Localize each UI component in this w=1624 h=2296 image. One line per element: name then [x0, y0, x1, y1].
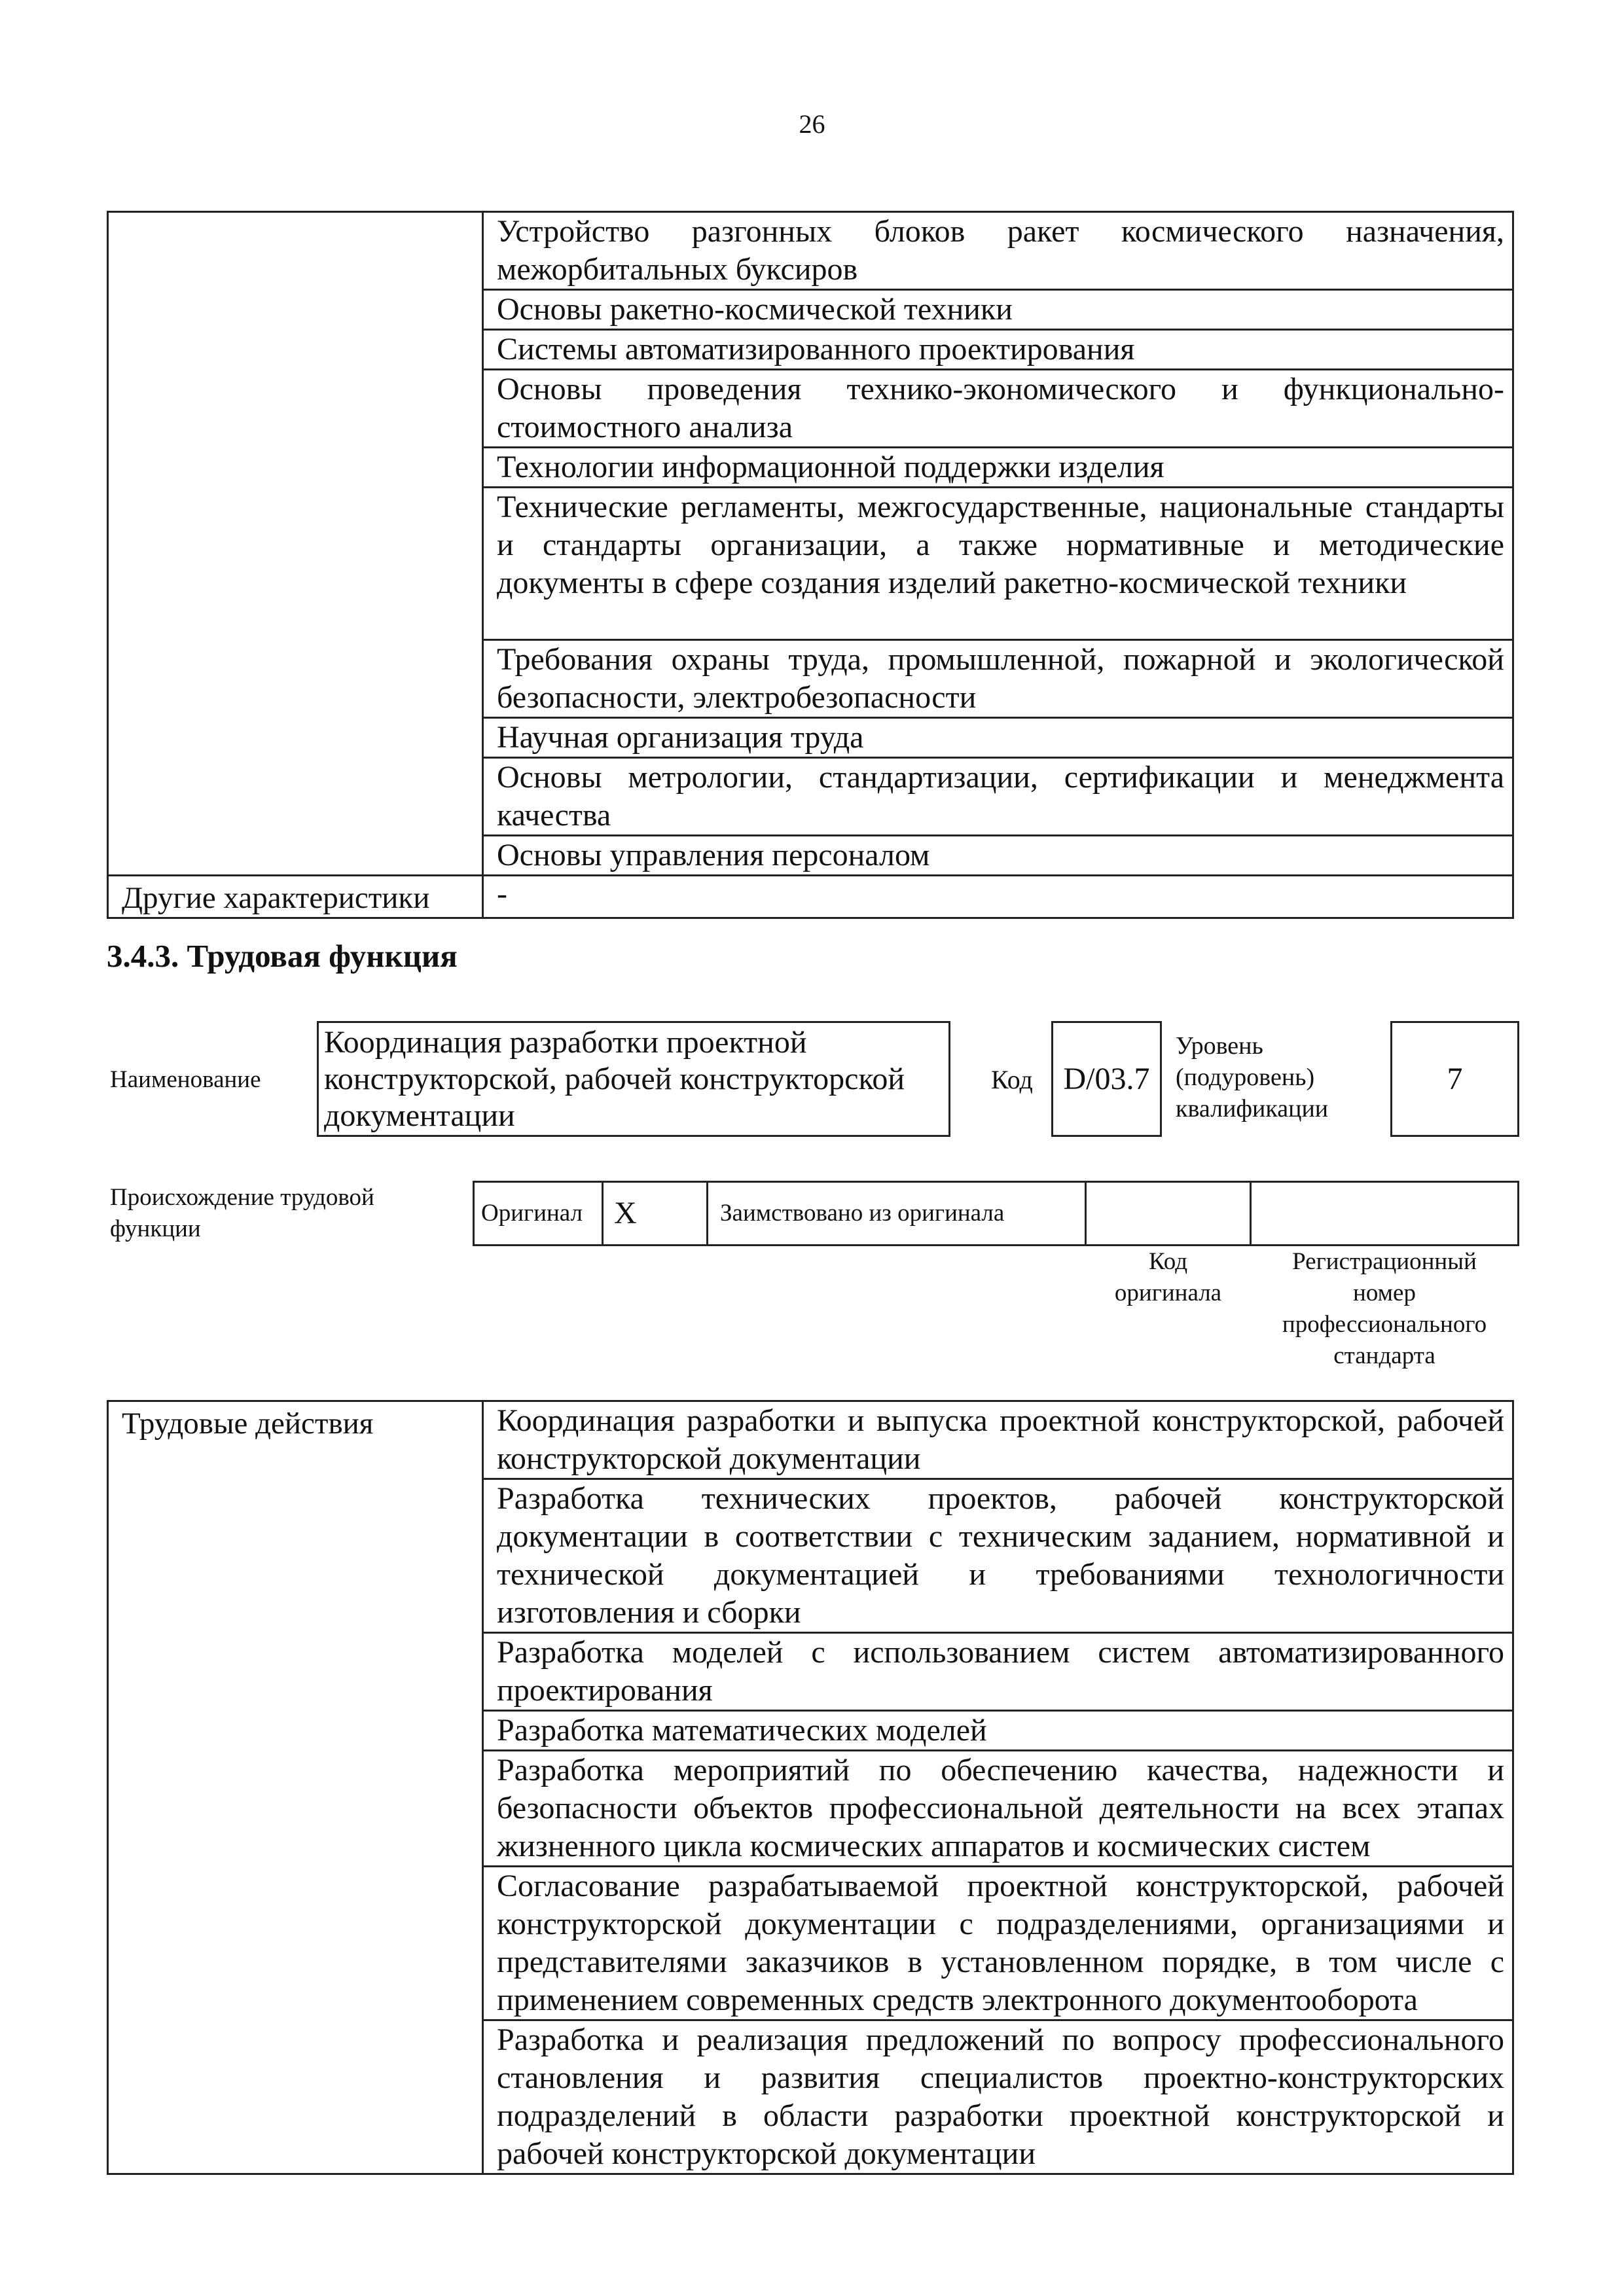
original-mark-cell: X — [602, 1181, 708, 1246]
knowledge-item: Научная организация труда — [483, 718, 1513, 758]
labor-action-item: Разработка технических проектов, рабочей конструкторской документации в соответствии с техническим заданием, нормативной и технической документацией и требованиями технологичности изготовления и сборки — [483, 1479, 1513, 1633]
labor-actions-table — [107, 1400, 1514, 2175]
qualification-level-box: 7 — [1390, 1021, 1519, 1137]
code-original-caption-line1: Код — [1148, 1248, 1188, 1275]
function-name-box: Координация разработки проектной конструкторской, рабочей конструкторской документации — [317, 1021, 950, 1137]
reg-caption-line2: номер — [1353, 1280, 1416, 1306]
knowledge-item: Основы проведения технико-экономического и функционально-стоимостного анализа — [483, 370, 1513, 448]
knowledge-item: Основы метрологии, стандартизации, сертификации и менеджмента качества — [483, 758, 1513, 836]
knowledge-table — [107, 211, 1514, 919]
name-label: Наименование — [110, 1066, 261, 1093]
original-label-cell: Оригинал — [473, 1181, 604, 1246]
original-code-cell — [1085, 1181, 1252, 1246]
section-title: 3.4.3. Трудовая функция — [107, 938, 458, 974]
labor-action-item: Координация разработки и выпуска проектной конструкторской, рабочей конструкторской документации — [483, 1401, 1513, 1479]
knowledge-item: Системы автоматизированного проектирования — [483, 330, 1513, 370]
code-label: Код — [991, 1065, 1033, 1094]
knowledge-item: Устройство разгонных блоков ракет космического назначения, межорбитальных буксиров — [483, 212, 1513, 290]
labor-action-item: Разработка моделей с использованием систем автоматизированного проектирования — [483, 1633, 1513, 1711]
labor-action-item: Разработка мероприятий по обеспечению качества, надежности и безопасности объектов профессиональной деятельности на всех этапах жизненного цикла космических аппаратов и космических систем — [483, 1751, 1513, 1867]
other-characteristics-value: - — [483, 876, 1513, 918]
level-label-line3: квалификации — [1176, 1095, 1329, 1122]
labor-action-item: Разработка и реализация предложений по вопросу профессионального становления и развития специалистов проектно-конструкторских подразделений в области разработки проектной конструкторской и рабочей конструкторской документации — [483, 2020, 1513, 2174]
registration-number-cell — [1250, 1181, 1519, 1246]
borrowed-label-cell: Заимствовано из оригинала — [706, 1181, 1087, 1246]
origin-label-line1: Происхождение трудовой — [110, 1184, 374, 1211]
knowledge-item: Основы управления персоналом — [483, 836, 1513, 876]
reg-caption-line4: стандарта — [1333, 1342, 1435, 1369]
page-number: 26 — [799, 109, 825, 139]
labor-action-item: Согласование разрабатываемой проектной конструкторской, рабочей конструкторской документации с подразделениями, организациями и представителями заказчиков в установленном порядке, в том числе с применением современных средств электронного документооборота — [483, 1867, 1513, 2020]
level-label-line2: (подуровень) — [1176, 1064, 1315, 1091]
knowledge-label-cell — [108, 212, 483, 876]
knowledge-item: Основы ракетно-космической техники — [483, 290, 1513, 330]
origin-label-line2: функции — [110, 1215, 201, 1242]
labor-action-item: Разработка математических моделей — [483, 1711, 1513, 1751]
reg-caption-line1: Регистрационный — [1292, 1248, 1477, 1275]
function-code-box: D/03.7 — [1051, 1021, 1162, 1137]
level-label-line1: Уровень — [1176, 1032, 1263, 1060]
knowledge-item: Технологии информационной поддержки изделия — [483, 448, 1513, 488]
reg-caption-line3: профессионального — [1282, 1311, 1487, 1338]
knowledge-item: Технические регламенты, межгосударственные, национальные стандарты и стандарты организации, а также нормативные и методические документы в сфере создания изделий ракетно-космической техники — [483, 488, 1513, 640]
code-original-caption-line2: оригинала — [1114, 1280, 1222, 1306]
labor-actions-label: Трудовые действия — [108, 1401, 483, 2174]
knowledge-item: Требования охраны труда, промышленной, пожарной и экологической безопасности, электробезопасности — [483, 640, 1513, 718]
other-characteristics-label: Другие характеристики — [108, 876, 483, 918]
